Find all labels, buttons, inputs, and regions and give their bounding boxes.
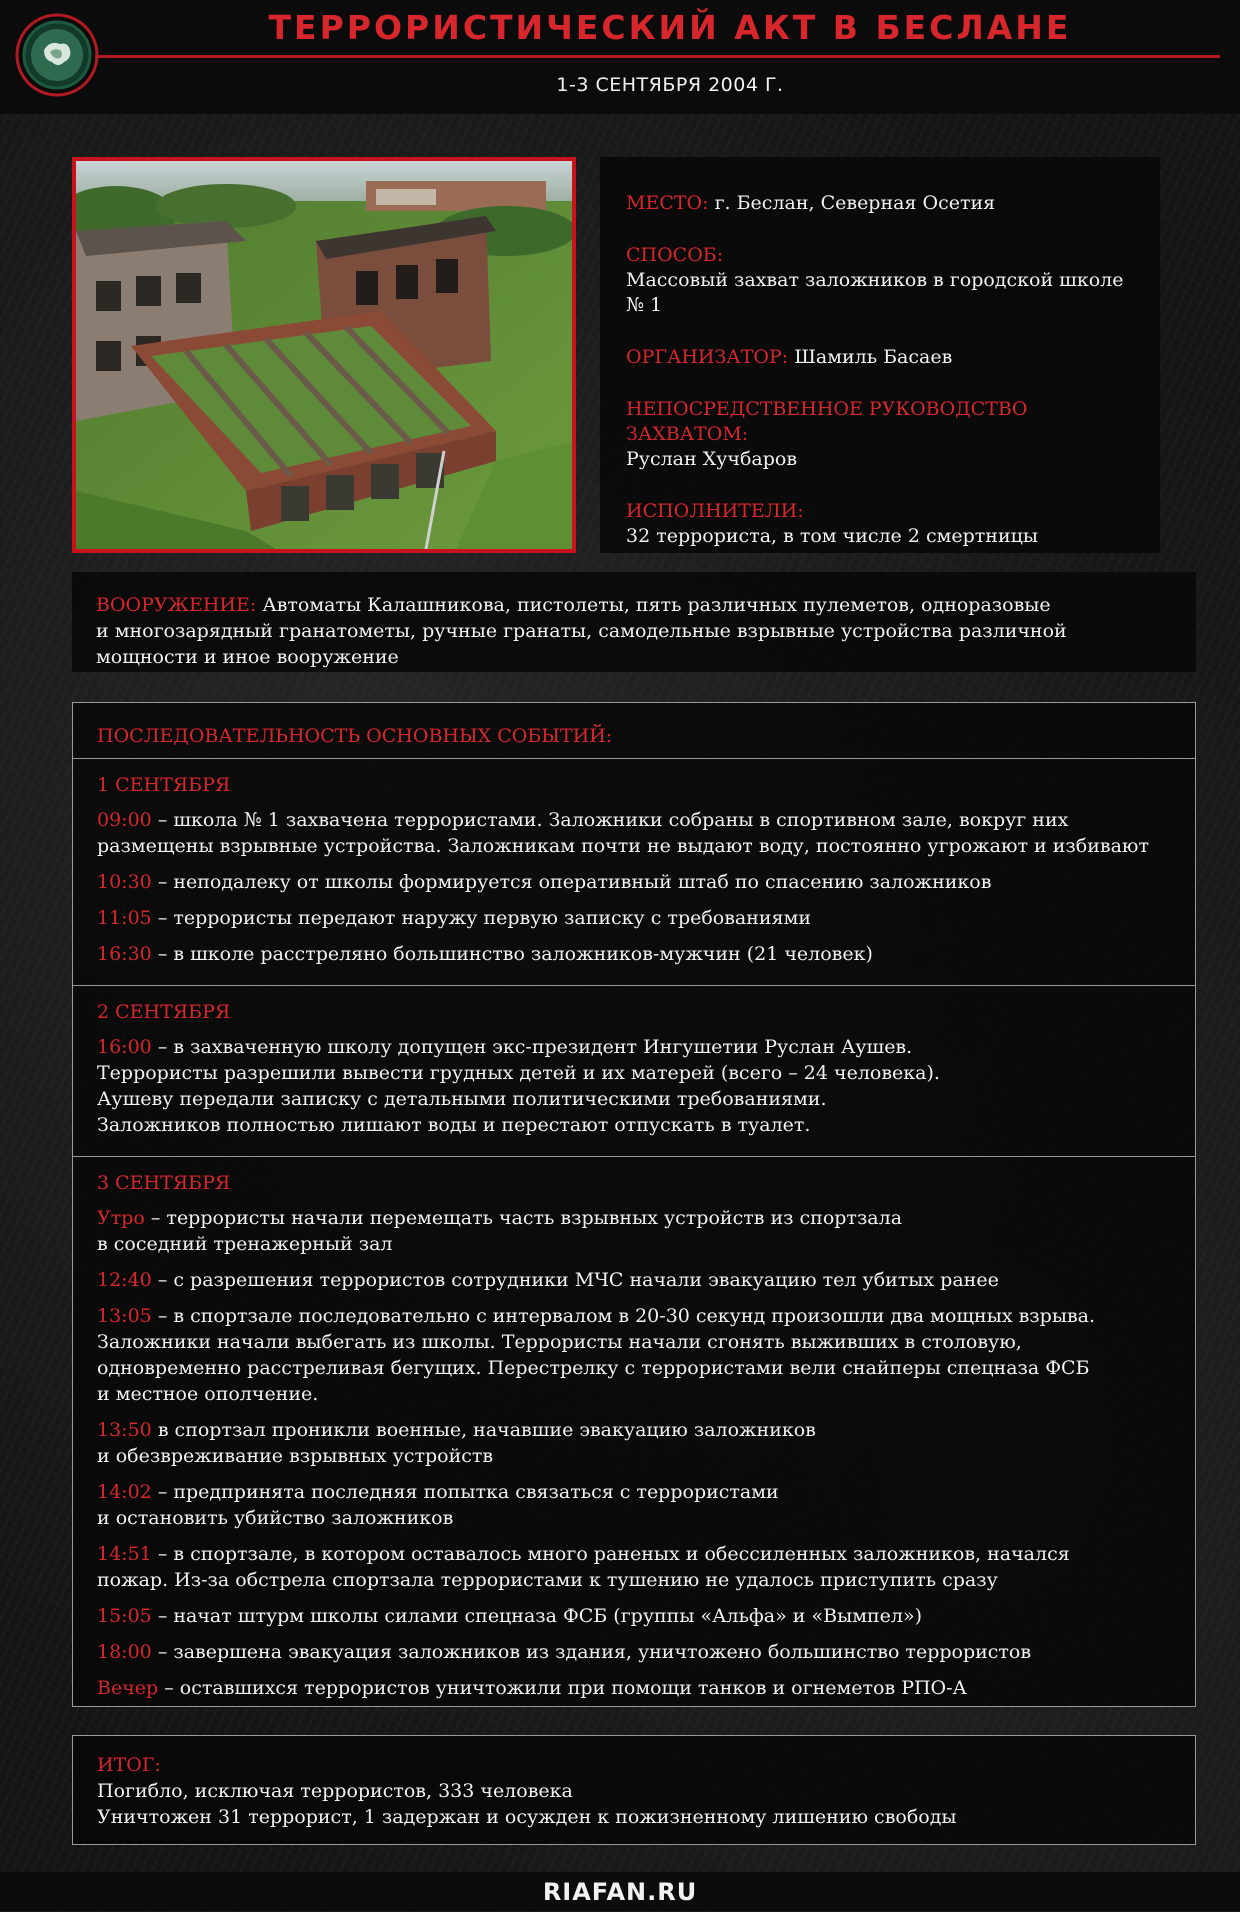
event-time: 16:30: [97, 943, 152, 965]
info-panel: [600, 157, 1160, 553]
executors-label: ИСПОЛНИТЕЛИ:: [626, 500, 804, 522]
page-date: 1-3 СЕНТЯБРЯ 2004 Г.: [556, 74, 784, 96]
event-text: – оставшихся террористов уничтожили при помощи танков и огнеметов РПО-А: [164, 1677, 967, 1699]
event-text: и остановить убийство заложников: [97, 1507, 454, 1529]
event-text: – в захваченную школу допущен экс-президент Ингушетии Руслан Аушев.: [157, 1036, 913, 1058]
event-item: [97, 905, 1171, 931]
event-text: – неподалеку от школы формируется оперативный штаб по спасению заложников: [157, 871, 992, 893]
riafan-logo-icon: [14, 12, 100, 98]
event-text: Аушеву передали записку с детальными политическими требованиями.: [97, 1088, 827, 1110]
weapons-panel: [72, 572, 1196, 672]
event-time: 13:05: [97, 1305, 152, 1327]
event-text: – в школе расстреляно большинство заложников-мужчин (21 человек): [157, 943, 873, 965]
event-item: [97, 1541, 1171, 1593]
event-text: – школа № 1 захвачена террористами. Заложники собраны в спортивном зале, вокруг них: [157, 809, 1069, 831]
organizer-value: Шамиль Басаев: [794, 346, 953, 368]
event-item: [97, 1034, 1171, 1138]
event-text: Заложники начали выбегать из школы. Террористы начали сгонять выживших в столовую,: [97, 1331, 1022, 1353]
event-time: Вечер: [97, 1677, 159, 1699]
event-text: – в спортзале, в котором оставалось много раненых и обессиленных заложников, начался: [157, 1543, 1070, 1565]
event-day: [73, 1157, 1195, 1719]
event-item: [97, 1417, 1171, 1469]
event-item: [97, 1639, 1171, 1665]
event-item: [97, 869, 1171, 895]
event-text: в спортзал проникли военные, начавшие эвакуацию заложников: [157, 1419, 816, 1441]
event-text: – завершена эвакуация заложников из здания, уничтожено большинство террористов: [157, 1641, 1032, 1663]
event-day-title: 3 СЕНТЯБРЯ: [97, 1172, 231, 1194]
event-item: [97, 1205, 1171, 1257]
weapons-label: ВООРУЖЕНИЕ:: [96, 594, 257, 616]
events-heading: ПОСЛЕДОВАТЕЛЬНОСТЬ ОСНОВНЫХ СОБЫТИЙ:: [73, 703, 1195, 759]
event-day-title: 1 СЕНТЯБРЯ: [97, 774, 231, 796]
page-title: ТЕРРОРИСТИЧЕСКИЙ АКТ В БЕСЛАНЕ: [268, 8, 1072, 47]
weapons-line-2: и многозарядный гранатометы, ручные гранаты, самодельные взрывные устройства различной: [96, 620, 1067, 642]
event-time: Утро: [97, 1207, 145, 1229]
place-value: г. Беслан, Северная Осетия: [714, 192, 996, 214]
organizer-label: ОРГАНИЗАТОР:: [626, 346, 789, 368]
event-text: – начат штурм школы силами спецназа ФСБ (группы «Альфа» и «Вымпел»): [157, 1605, 923, 1627]
event-time: 14:51: [97, 1543, 152, 1565]
weapons-line-1: Автоматы Калашникова, пистолеты, пять различных пулеметов, одноразовые: [262, 594, 1051, 616]
event-item: [97, 1603, 1171, 1629]
event-text: в соседний тренажерный зал: [97, 1233, 393, 1255]
info-organizer: [626, 345, 1134, 370]
event-day-title: 2 СЕНТЯБРЯ: [97, 1001, 231, 1023]
event-time: 15:05: [97, 1605, 152, 1627]
events-days: [73, 759, 1195, 1719]
result-label: ИТОГ:: [97, 1754, 161, 1776]
event-text: и обезвреживание взрывных устройств: [97, 1445, 494, 1467]
result-line-2: Уничтожен 31 террорист, 1 задержан и осужден к пожизненному лишению свободы: [97, 1806, 957, 1828]
event-time: 13:50: [97, 1419, 152, 1441]
result-line-1: Погибло, исключая террористов, 333 человека: [97, 1780, 573, 1802]
event-text: – предпринята последняя попытка связаться с террористами: [157, 1481, 779, 1503]
info-leader: [626, 397, 1134, 472]
event-text: – с разрешения террористов сотрудники МЧС начали эвакуацию тел убитых ранее: [157, 1269, 999, 1291]
events-panel: [72, 702, 1196, 1707]
leader-value: Руслан Хучбаров: [626, 448, 798, 470]
header: [0, 0, 1240, 114]
event-item: [97, 807, 1171, 859]
event-time: 12:40: [97, 1269, 152, 1291]
event-day: [73, 759, 1195, 986]
event-text: Террористы разрешили вывести грудных детей и их матерей (всего – 24 человека).: [97, 1062, 940, 1084]
info-method: [626, 243, 1134, 318]
header-divider: [95, 55, 1220, 58]
event-item: [97, 1675, 1171, 1701]
event-item: [97, 1303, 1171, 1407]
event-text: Заложников полностью лишают воды и перестают отпускать в туалет.: [97, 1114, 811, 1136]
event-time: 14:02: [97, 1481, 152, 1503]
result-panel: [72, 1735, 1196, 1845]
event-time: 16:00: [97, 1036, 152, 1058]
footer-site-link[interactable]: RIAFAN.RU: [542, 1878, 698, 1906]
event-text: пожар. Из-за обстрела спортзала террористами к тушению не удалось приступить сразу: [97, 1569, 998, 1591]
event-text: – террористы передают наружу первую записку с требованиями: [157, 907, 812, 929]
info-place: [626, 191, 1134, 216]
event-text: размещены взрывные устройства. Заложникам почти не выдают воду, постоянно угрожают и избивают: [97, 835, 1149, 857]
event-item: [97, 1479, 1171, 1531]
event-item: [97, 941, 1171, 967]
event-text: – террористы начали перемещать часть взрывных устройств из спортзала: [150, 1207, 903, 1229]
event-text: – в спортзале последовательно с интервалом в 20-30 секунд произошли два мощных взрыва.: [157, 1305, 1096, 1327]
weapons-line-3: мощности и иное вооружение: [96, 646, 399, 668]
event-time: 09:00: [97, 809, 152, 831]
school-photo: [72, 157, 576, 553]
method-label: СПОСОБ:: [626, 244, 724, 266]
info-executors: [626, 499, 1134, 549]
event-item: [97, 1267, 1171, 1293]
place-label: МЕСТО:: [626, 192, 709, 214]
event-text: одновременно расстреливая бегущих. Перестрелку с террористами вели снайперы спецназа ФСБ: [97, 1357, 1090, 1379]
footer: [0, 1872, 1240, 1911]
event-time: 11:05: [97, 907, 152, 929]
leader-label: НЕПОСРЕДСТВЕННОЕ РУКОВОДСТВО ЗАХВАТОМ:: [626, 398, 1028, 445]
executors-value: 32 террориста, в том числе 2 смертницы: [626, 525, 1038, 547]
event-time: 10:30: [97, 871, 152, 893]
method-value: Массовый захват заложников в городской школе № 1: [626, 269, 1124, 316]
event-text: и местное ополчение.: [97, 1383, 319, 1405]
event-time: 18:00: [97, 1641, 152, 1663]
event-day: [73, 986, 1195, 1157]
